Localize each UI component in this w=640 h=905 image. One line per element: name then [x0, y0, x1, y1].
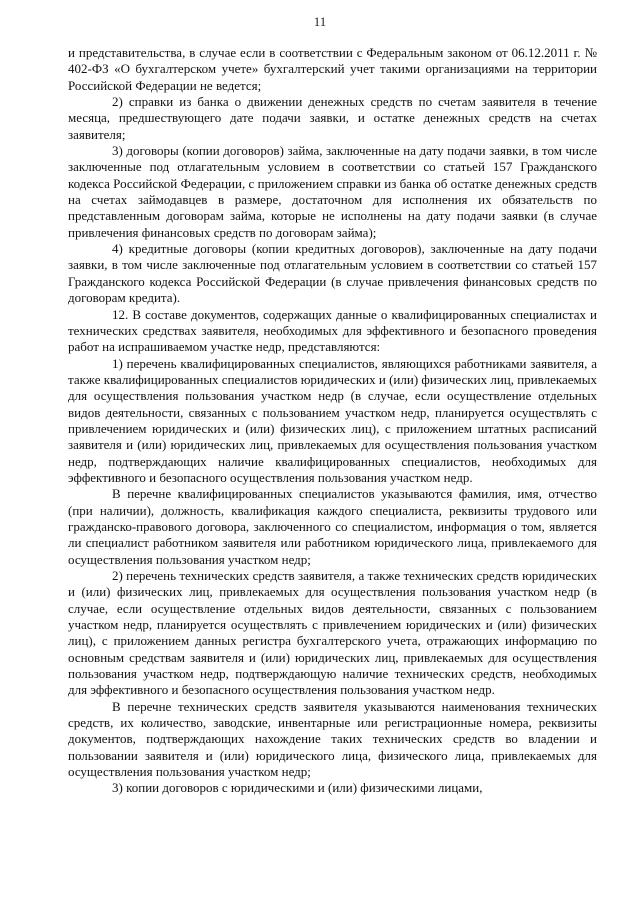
page-number: 11: [313, 14, 327, 29]
paragraph-specialists-details: В перечне квалифицированных специалистов указываются фамилия, имя, отчество (при наличии), должность, квалификация каждого специалиста, реквизиты трудового или гражданско-правового договора, заключенного со специалистом, информация о том, является ли специалист работником заявителя или работником юридического лица, привлекаемого для осуществления пользования участком недр;: [68, 486, 597, 567]
paragraph-continuation: и представительства, в случае если в соответствии с Федеральным законом от 06.12.2011 г. № 402-ФЗ «О бухгалтерском учете» бухгалтерский учет такими организациями на территории Российской Федерации не ведется;: [68, 45, 597, 93]
paragraph-item-1-specialists-list: 1) перечень квалифицированных специалистов, являющихся работниками заявителя, а также квалифицированных специалистов юридических и (или) физических лиц, привлекаемых для осуществления пользования участком недр (в случае, если осуществление отдельных видов деятельности, связанных с пользованием участком недр, планируется осуществлять с привлечением юридических и (или) физических лиц), с приложением штатных расписаний заявителя и (или) юридических лиц, привлекаемых для осуществления пользования участком недр, подтверждающих наличие квалифицированных специалистов, необходимых для эффективного и безопасного осуществления пользования участком недр.: [68, 355, 597, 485]
paragraph-technical-means-details: В перечне технических средств заявителя указываются наименования технических средств, их количество, заводские, инвентарные или регистрационные номера, реквизиты документов, подтверждающих нахождение таких технических средств во владении и пользовании заявителя и (или) юридического лица, физического лица, привлекаемых для осуществления пользования участком недр;: [68, 698, 597, 780]
paragraph-item-3-contracts: 3) копии договоров с юридическими и (или) физическими лицами,: [112, 780, 483, 796]
paragraph-item-4-credit-agreements: 4) кредитные договоры (копии кредитных договоров), заключенные на дату подачи заявки, в том числе заключенные под отлагательным условием в соответствии со статьей 157 Гражданского кодекса Российской Федерации (в случае привлечения финансовых средств по договорам кредита).: [68, 241, 597, 306]
document-body: [68, 45, 597, 797]
paragraph-section-12: 12. В составе документов, содержащих данные о квалифицированных специалистах и технических средствах заявителя, необходимых для эффективного и безопасного проведения работ на испрашиваемом участке недр, представляются:: [68, 306, 597, 355]
paragraph-item-2-bank-statements: 2) справки из банка о движении денежных средств по счетам заявителя в течение месяца, предшествующего дате подачи заявки, и остатке денежных средств на счетах заявителя;: [68, 94, 597, 142]
paragraph-item-3-loan-agreements: 3) договоры (копии договоров) займа, заключенные на дату подачи заявки, в том числе заключенные под отлагательным условием в соответствии со статьей 157 Гражданского кодекса Российской Федерации, с приложением справки из банка об остатке денежных средств на счетах займодавцев в размере, достаточном для исполнения их обязательств по представленным договорам займа, которые не исполнены на дату подачи заявки (в случае привлечения финансовых средств по договорам займа);: [68, 143, 597, 240]
paragraph-item-2-technical-means: 2) перечень технических средств заявителя, а также технических средств юридических и (или) физических лиц, привлекаемых для осуществления пользования участком недр (в случае, если осуществление отдельных видов деятельности, связанных с пользованием участком недр, планируется осуществлять с привлечением юридических и (или) физических лиц), с приложением данных регистра бухгалтерского учета, отражающих информацию по основным средствам заявителя и (или) юридических лиц, привлекаемых для осуществления пользования участком недр, подтверждающую наличие технических средств, необходимых для эффективного и безопасного осуществления пользования участком недр.: [68, 568, 597, 698]
